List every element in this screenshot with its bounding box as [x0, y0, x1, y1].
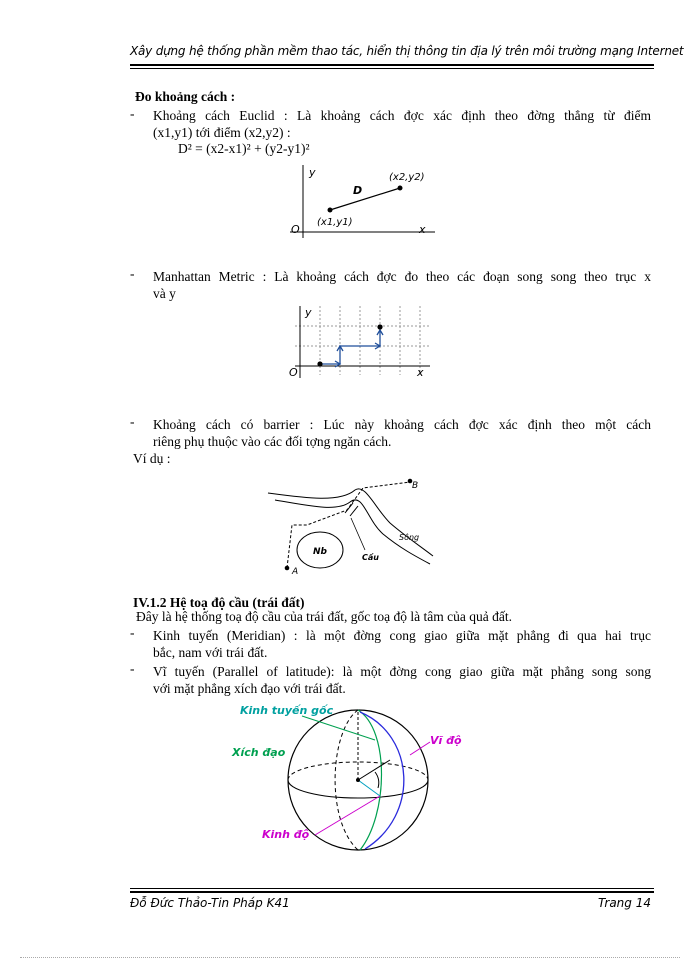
latitude-label: Vĩ độ — [430, 734, 462, 747]
bullet-dash: - — [130, 414, 135, 429]
footer-page-number: Trang 14 — [598, 896, 651, 910]
longitude-pointer — [315, 796, 380, 835]
distance-label: D — [353, 184, 363, 197]
manhattan-line-2: và y — [153, 286, 176, 301]
barrier-line-1: Khoảng cách có barrier : Lúc này khoảng cách đợc xác định theo một cách — [153, 417, 651, 432]
radius-line — [358, 760, 390, 780]
bullet-dash: - — [130, 661, 135, 676]
radius-line-cyan — [358, 780, 380, 796]
river-label: Sông — [399, 533, 420, 542]
page-bottom-dotted-rule — [20, 957, 680, 958]
bridge-line — [350, 506, 358, 516]
start-point — [317, 361, 322, 366]
origin-label: O — [289, 366, 298, 379]
latitude-pointer — [410, 742, 430, 755]
euclid-line-1: Khoảng cách Euclid : Là khoảng cách đợc xác định theo đờng thẳng từ điểm — [153, 108, 651, 123]
header-rule-thin — [130, 68, 654, 69]
bullet-dash: - — [130, 266, 135, 281]
equator-front — [288, 780, 428, 798]
point-2 — [398, 186, 403, 191]
barrier-diagram — [265, 468, 440, 578]
barrier-line-2: riêng phụ thuộc vào các đối tợng ngăn cách. — [153, 434, 392, 449]
barrier-path — [287, 482, 410, 568]
page-header-title: Xây dựng hệ thống phần mềm thao tác, hiển thị thông tin địa lý trên môi trường mạng Internet — [130, 44, 684, 58]
x-axis-label: x — [419, 223, 426, 236]
bridge-label: Cầu — [362, 553, 379, 562]
y-axis-label: y — [305, 306, 312, 319]
footer-rule-thick — [130, 891, 654, 893]
meridian-line-2: bắc, nam với trái đất. — [153, 645, 268, 660]
bullet-dash: - — [130, 625, 135, 640]
euclid-line-2: (x1,y1) tới điểm (x2,y2) : — [153, 125, 291, 140]
end-point — [377, 324, 382, 329]
globe-center — [356, 778, 360, 782]
prime-meridian-pointer — [302, 716, 375, 740]
sphere-diagram — [230, 700, 480, 862]
point-a-label: A — [292, 567, 299, 577]
example-label: Ví dụ : — [133, 451, 171, 466]
prime-meridian-label: Kinh tuyến gốc — [240, 704, 334, 717]
distance-line — [330, 188, 400, 210]
bullet-dash: - — [130, 106, 135, 121]
footer-rule — [130, 888, 654, 889]
latitude-arc — [375, 772, 379, 788]
distance-heading: Đo khoảng cách : — [135, 89, 236, 104]
river-bank-lower — [275, 500, 430, 564]
point-b-label: B — [412, 481, 419, 491]
point1-label: (x1,y1) — [317, 217, 353, 228]
obstacle-label: Nb — [313, 547, 327, 557]
sphere-heading: IV.1.2 Hệ toạ độ cầu (trái đất) — [133, 595, 305, 610]
euclid-formula: D² = (x2-x1)² + (y2-y1)² — [178, 141, 310, 156]
prime-meridian — [358, 710, 382, 850]
bridge-pointer — [351, 518, 365, 550]
euclid-diagram — [285, 160, 445, 245]
manhattan-line-1: Manhattan Metric : Là khoảng cách đợc đo theo các đoạn song song theo trục x — [153, 269, 651, 284]
longitude-label: Kinh độ — [262, 828, 310, 841]
parallel-line-2: với mặt phẳng xích đạo với trái đất. — [153, 681, 346, 696]
river-bank-upper — [268, 489, 433, 556]
footer-author: Đỗ Đức Thảo-Tin Pháp K41 — [130, 896, 290, 910]
manhattan-diagram — [285, 303, 435, 383]
point2-label: (x2,y2) — [389, 172, 425, 183]
y-axis-label: y — [309, 166, 316, 179]
meridian-line-1: Kinh tuyến (Meridian) : là một đờng cong giao giữa mặt phẳng đi qua hai trục — [153, 628, 651, 643]
parallel-line-1: Vĩ tuyến (Parallel of latitude): là một đờng cong giao giữa mặt phẳng song song — [153, 664, 651, 679]
point-a — [285, 566, 290, 571]
equator-label: Xích đạo — [232, 746, 286, 759]
origin-label: O — [291, 223, 300, 236]
x-axis-label: x — [417, 366, 424, 379]
header-rule — [130, 64, 654, 66]
sphere-intro: Đây là hệ thống toạ độ cầu của trái đất, gốc toạ độ là tâm của quả đất. — [136, 609, 512, 624]
manhattan-path — [320, 330, 380, 364]
point-1 — [328, 208, 333, 213]
